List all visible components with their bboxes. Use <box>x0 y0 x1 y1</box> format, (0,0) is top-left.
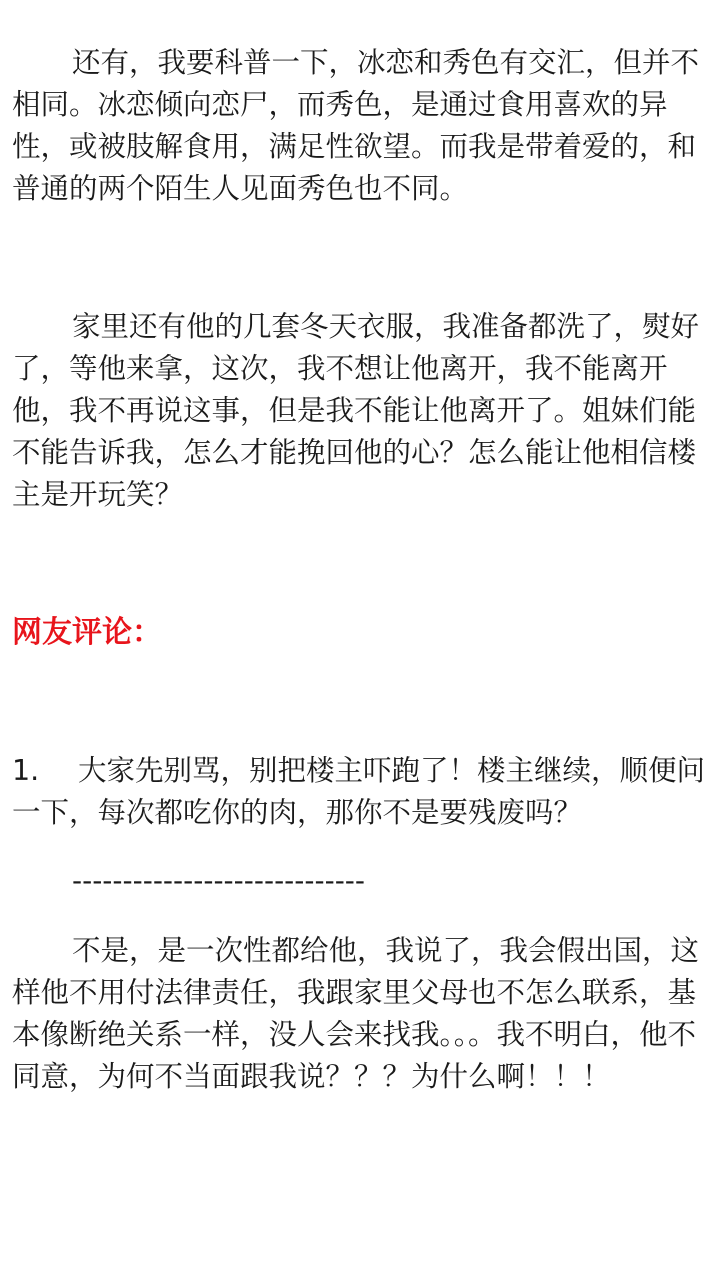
reply-divider: ----------------------------- <box>72 864 366 897</box>
author-reply: 不是，是一次性都给他，我说了，我会假出国，这样他不用付法律责任，我跟家里父母也不怎么联系，基本像断绝关系一样，没人会来找我。。。我不明白，他不同意，为何不当面跟我说？？？为什么啊！！！ <box>12 934 700 1093</box>
comment-number: 1. <box>12 754 40 787</box>
paragraph-winter-clothes: 家里还有他的几套冬天衣服，我准备都洗了，熨好了，等他来拿，这次，我不想让他离开，我不能离开他，我不再说这事，但是我不能让他离开了。姐妹们能不能告诉我，怎么才能挽回他的心？怎么能让他相信楼主是开玩笑？ <box>12 310 700 511</box>
comments-heading: 网友评论： <box>12 615 162 650</box>
paragraph-clarification: 还有，我要科普一下，冰恋和秀色有交汇，但并不相同。冰恋倾向恋尸，而秀色，是通过食用喜欢的异性，或被肢解食用，满足性欲望。而我是带着爱的，和普通的两个陌生人见面秀色也不同。 <box>12 46 700 205</box>
comment-text: 大家先别骂，别把楼主吓跑了！楼主继续，顺便问一下，每次都吃你的肉，那你不是要残废吗？ <box>12 754 706 829</box>
comment-item <box>12 750 708 834</box>
